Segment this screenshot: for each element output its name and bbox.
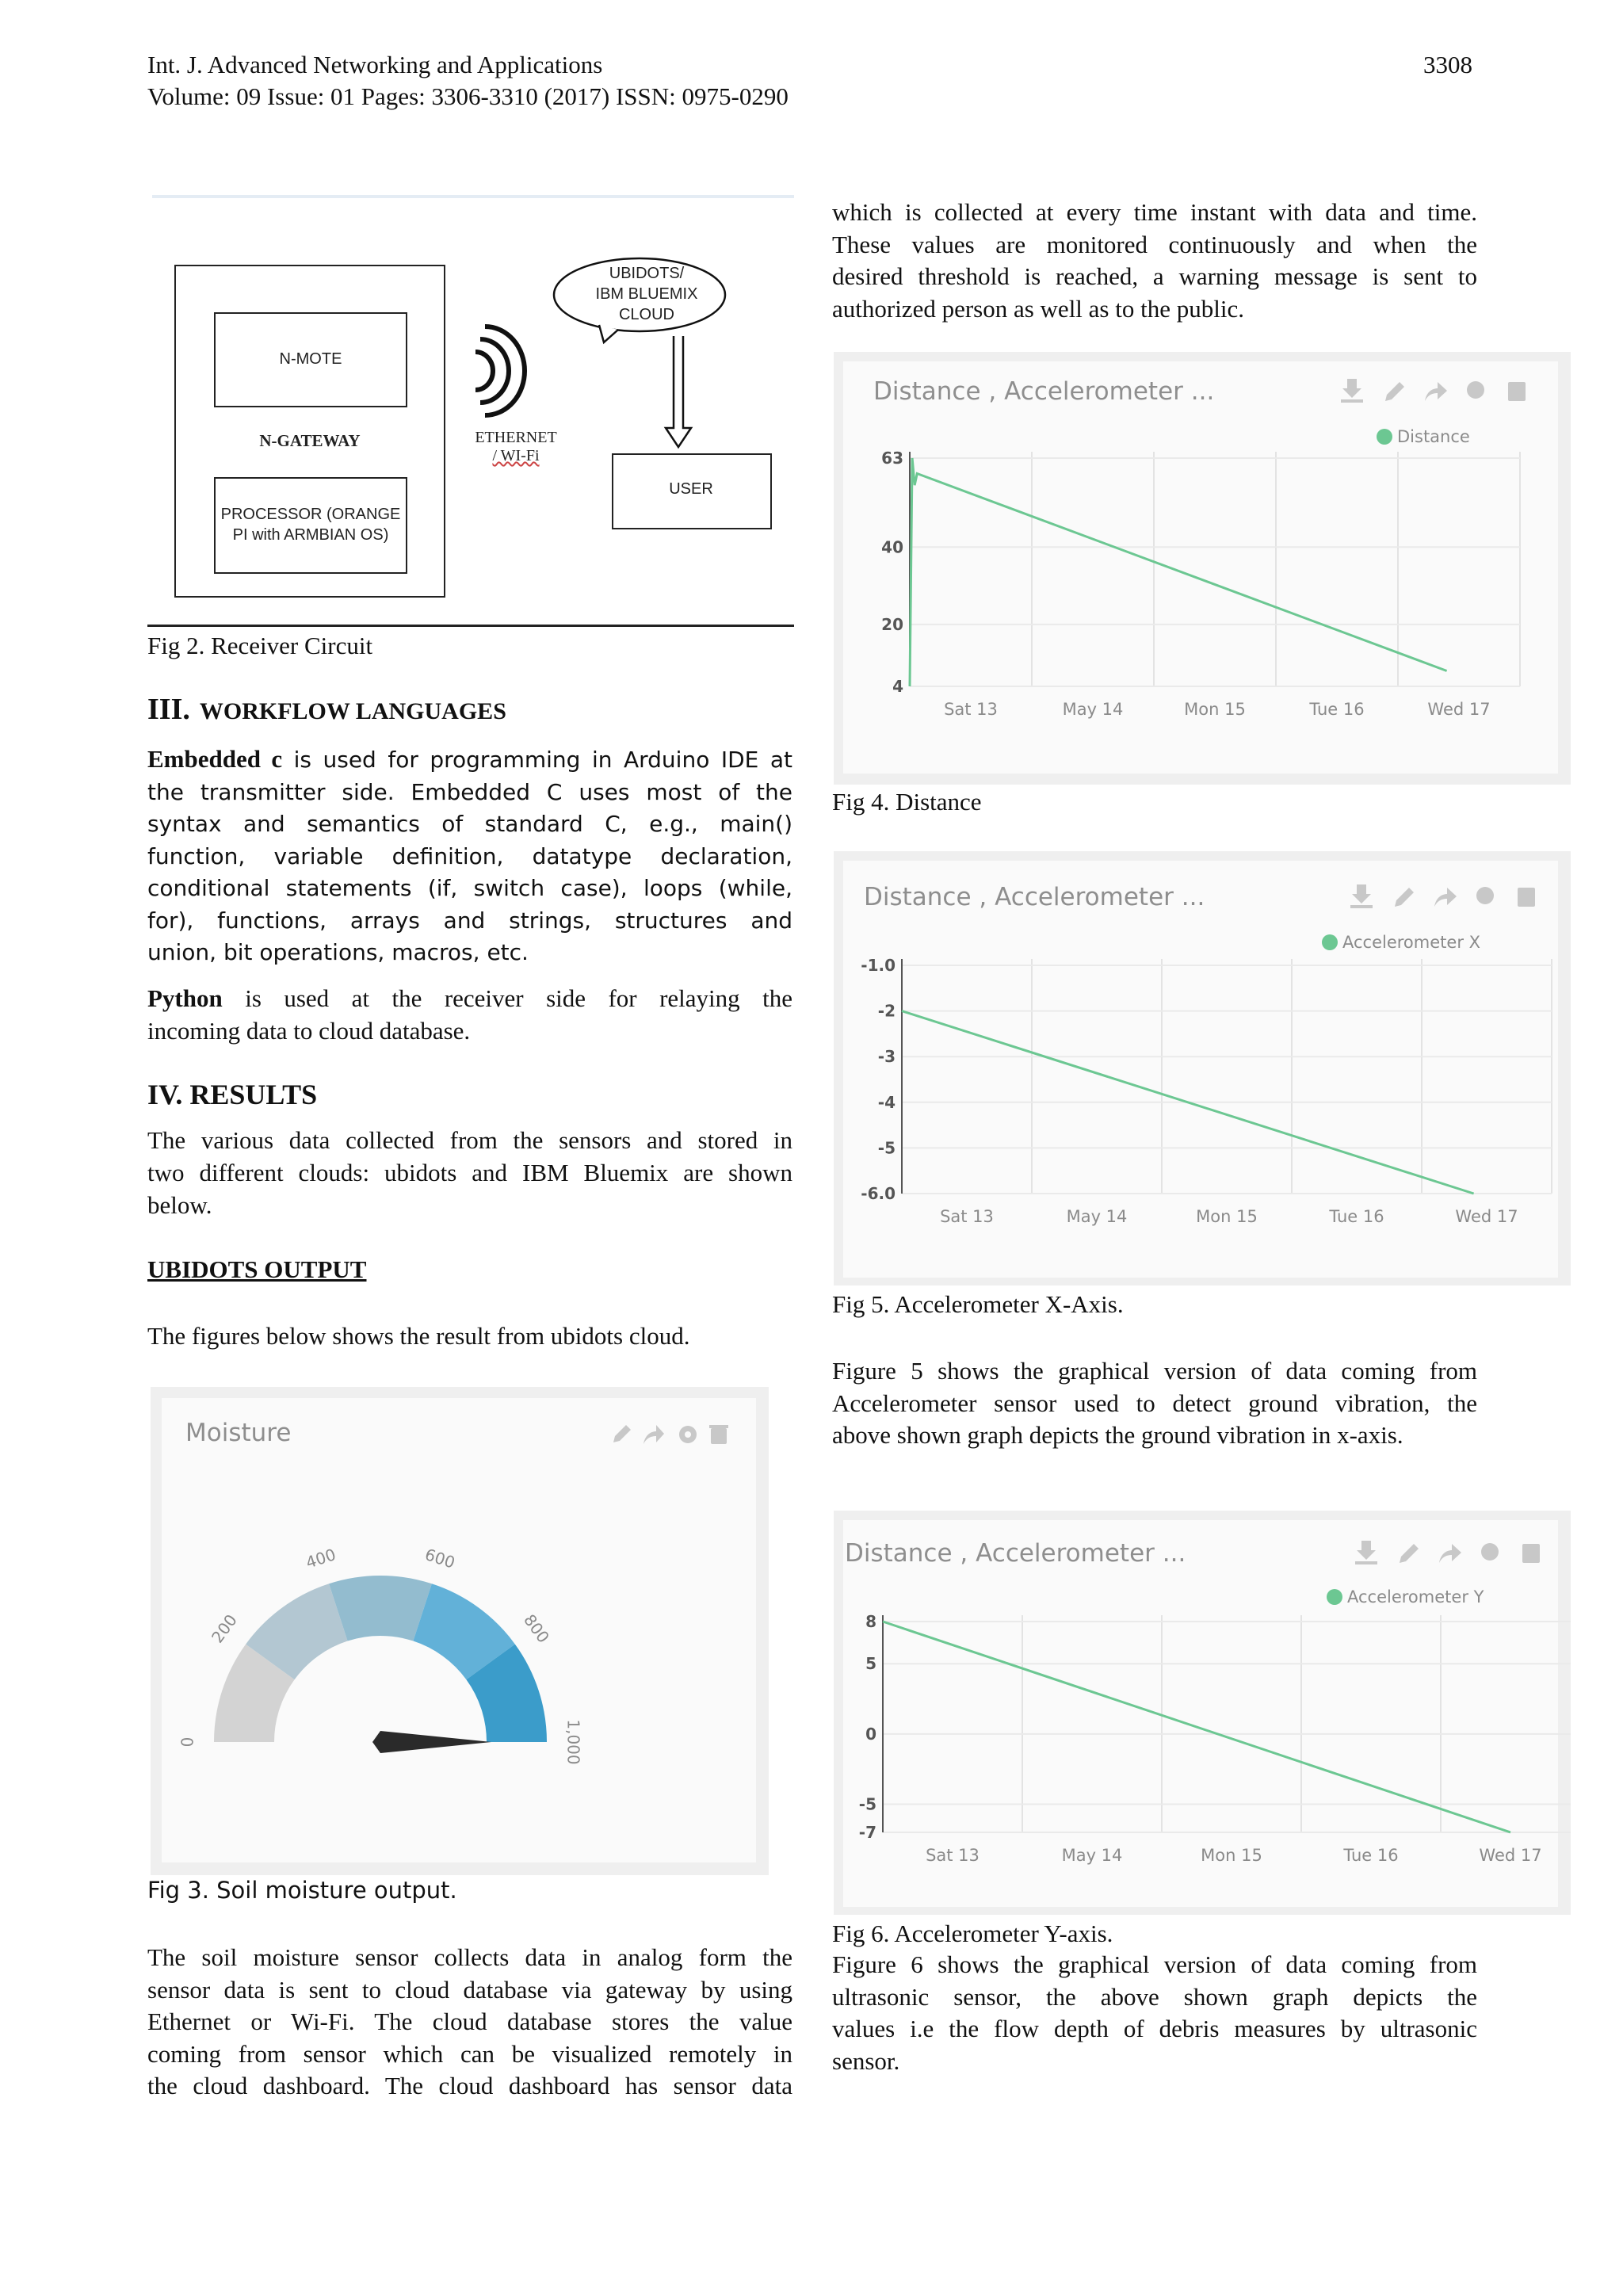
legend-marker [1327, 1589, 1342, 1605]
right-intro-line1: which is collected at every time instant with data and time. [832, 198, 1477, 226]
legend-label: Distance [1397, 427, 1470, 446]
gauge-tick-label: 1,000 [563, 1719, 583, 1765]
series-line [910, 458, 1447, 686]
x-tick-label: Mon 15 [1184, 700, 1246, 719]
x-tick-label: May 14 [1062, 700, 1124, 719]
legend-label: Accelerometer Y [1347, 1587, 1484, 1606]
accel-y-chart [834, 1511, 1571, 1915]
fig6-desc-line1: Figure 6 shows the graphical version of data coming from [832, 1950, 1477, 1978]
y-tick-label: 0 [865, 1724, 876, 1744]
nmote-label: N-MOTE [279, 350, 342, 368]
chart-title: Distance , Accelerometer ... [845, 1539, 1186, 1568]
x-tick-label: Tue 16 [1309, 700, 1365, 719]
processor-box [214, 477, 407, 574]
right-intro-line3: desired threshold is reached, a warning message is sent to [832, 262, 1477, 290]
fig6-desc-line2: ultrasonic sensor, the above shown graph depicts the [832, 1982, 1477, 2011]
down-arrow-icon [663, 334, 694, 450]
gauge-tick-label: 600 [422, 1545, 458, 1572]
moisture-line2: sensor data is sent to cloud database via gateway by using [147, 1975, 792, 2004]
section4-heading: IV. RESULTS [147, 1079, 318, 1110]
x-tick-label: Wed 17 [1427, 700, 1491, 719]
legend-marker [1322, 934, 1338, 950]
p2-line1: is used at the receiver side for relaying the [222, 984, 792, 1012]
processor-label-1: PROCESSOR (ORANGE [220, 506, 401, 523]
trash-icon [1508, 382, 1526, 401]
embedded-c-paragraph [147, 743, 792, 969]
fig2-caption: Fig 2. Receiver Circuit [147, 632, 373, 659]
y-tick-label: 5 [865, 1654, 876, 1674]
moisture-line1: The soil moisture sensor collects data in analog form the [147, 1943, 792, 1971]
trash-icon [1522, 1544, 1540, 1563]
moisture-title: Moisture [185, 1419, 292, 1447]
ubidots-intro: The figures below shows the result from ubidots cloud. [147, 1322, 690, 1350]
p1-line3: syntax and semantics of standard C, e.g., main() [147, 811, 792, 837]
p1-line1: is used for programming in Arduino IDE at [282, 747, 792, 773]
chart-title: Distance , Accelerometer ... [873, 377, 1215, 406]
moisture-line4: coming from sensor which can be visualized remotely in [147, 2039, 792, 2068]
y-tick-label: 20 [881, 614, 903, 634]
download-icon [1355, 1541, 1377, 1564]
right-intro-paragraph [832, 197, 1477, 325]
y-tick-label: -5 [877, 1138, 896, 1158]
share-icon [1425, 382, 1447, 401]
chart-title: Distance , Accelerometer ... [864, 883, 1205, 911]
y-tick-label: -4 [877, 1092, 896, 1112]
figure-bottom-rule [147, 625, 794, 627]
gear-icon [1481, 1543, 1499, 1561]
accel-x-chart [834, 851, 1571, 1286]
p1-line4: function, variable definition, datatype declaration, [147, 842, 792, 869]
results-paragraph [147, 1124, 792, 1221]
pencil-icon [1400, 1544, 1419, 1563]
gear-icon [1476, 887, 1494, 904]
p1-line5: conditional statements (if, switch case), loops (while, [147, 875, 792, 901]
x-tick-label: Wed 17 [1479, 1846, 1542, 1865]
cloud-label-1: UBIDOTS/ [609, 265, 685, 282]
right-intro-line2: These values are monitored continuously and when the [832, 230, 1477, 258]
results-line2: two different clouds: ubidots and IBM Bluemix are shown [147, 1159, 792, 1186]
fig5-desc-line1: Figure 5 shows the graphical version of data coming from [832, 1357, 1477, 1385]
p1-line6: for), functions, arrays and strings, structures and [147, 907, 792, 934]
y-tick-label: 40 [881, 537, 903, 557]
receiver-circuit-diagram [147, 198, 794, 626]
x-tick-label: Tue 16 [1329, 1207, 1384, 1226]
y-tick-label: -7 [858, 1823, 876, 1842]
p1-line7: union, bit operations, macros, etc. [147, 939, 529, 965]
results-line3: below. [147, 1191, 212, 1219]
ubidots-subheading: UBIDOTS OUTPUT [147, 1255, 367, 1283]
processor-label-2: PI with ARMBIAN OS) [232, 526, 389, 544]
moisture-line5: the cloud dashboard. The cloud dashboard has sensor data [147, 2072, 792, 2099]
fig3-caption: Fig 3. Soil moisture output. [147, 1877, 457, 1904]
fig5-desc-line3: above shown graph depicts the ground vibration in x-axis. [832, 1421, 1403, 1449]
moisture-line3: Ethernet or Wi-Fi. The cloud database stores the value [147, 2008, 792, 2035]
x-tick-label: Mon 15 [1201, 1846, 1262, 1865]
y-tick-label: 8 [865, 1612, 876, 1631]
section3-number: III. [147, 693, 190, 726]
fig6-description [832, 1949, 1477, 2077]
right-intro-line4: authorized person as well as to the public. [832, 294, 1244, 323]
moisture-gauge [151, 1387, 769, 1875]
x-tick-label: May 14 [1066, 1207, 1128, 1226]
trash-icon [1518, 888, 1535, 907]
volume-info: Volume: 09 Issue: 01 Pages: 3306-3310 (2017) ISSN: 0975-0290 [147, 82, 789, 110]
y-tick-label: -5 [858, 1794, 876, 1814]
fig6-caption: Fig 6. Accelerometer Y-axis. [832, 1920, 1113, 1947]
gauge-tick-label: 800 [520, 1610, 553, 1647]
legend-marker [1377, 429, 1392, 445]
gauge-needle [372, 1731, 491, 1753]
ethernet-label-2: / WI-Fi [492, 447, 540, 464]
fig4-caption: Fig 4. Distance [832, 788, 982, 816]
x-tick-label: Sat 13 [944, 700, 998, 719]
gauge-tick-label: 200 [208, 1610, 241, 1647]
x-tick-label: Sat 13 [926, 1846, 980, 1865]
results-line1: The various data collected from the sensors and stored in [147, 1126, 792, 1154]
journal-name: Int. J. Advanced Networking and Applications [147, 51, 603, 78]
section3-heading [147, 692, 506, 727]
x-tick-label: Wed 17 [1455, 1207, 1518, 1226]
pencil-icon [1395, 888, 1414, 907]
fig5-desc-line2: Accelerometer sensor used to detect ground vibration, the [832, 1389, 1477, 1417]
fig5-caption: Fig 5. Accelerometer X-Axis. [832, 1290, 1124, 1318]
embedded-c-bold: Embedded c [147, 745, 283, 773]
page-number: 3308 [1423, 51, 1472, 78]
pencil-icon [1385, 382, 1404, 401]
python-paragraph [147, 983, 792, 1047]
section3-title: WORKFLOW LANGUAGES [199, 698, 506, 724]
gauge-tick-label: 400 [303, 1545, 338, 1572]
x-tick-label: Tue 16 [1343, 1846, 1399, 1865]
moisture-paragraph [147, 1942, 792, 2103]
ethernet-label-1: ETHERNET [475, 429, 557, 446]
cloud-label-2: IBM BLUEMIX [595, 285, 698, 303]
y-tick-label: -2 [877, 1001, 896, 1021]
p2-line2: incoming data to cloud database. [147, 1016, 471, 1045]
gauge-tick-label: 0 [178, 1736, 197, 1748]
p1-line2: the transmitter side. Embedded C uses most of the [147, 778, 792, 805]
y-tick-label: -3 [877, 1047, 896, 1067]
fig6-desc-line4: sensor. [832, 2046, 900, 2075]
fig5-description [832, 1355, 1477, 1452]
gear-icon [1467, 381, 1484, 399]
y-tick-label: 63 [881, 449, 903, 468]
distance-chart [834, 352, 1571, 785]
user-label: USER [669, 480, 713, 498]
download-icon [1350, 884, 1373, 908]
y-tick-label: -6.0 [861, 1184, 896, 1203]
x-tick-label: Mon 15 [1196, 1207, 1258, 1226]
share-icon [1439, 1544, 1461, 1563]
legend-label: Accelerometer X [1342, 933, 1481, 952]
python-bold: Python [147, 984, 223, 1012]
y-tick-label: -1.0 [861, 956, 896, 975]
x-tick-label: Sat 13 [940, 1207, 994, 1226]
ngateway-label: N-GATEWAY [259, 431, 361, 450]
series-line [883, 1622, 1510, 1832]
y-tick-label: 4 [892, 677, 903, 696]
x-tick-label: May 14 [1061, 1846, 1123, 1865]
gauge-band [329, 1576, 432, 1641]
wifi-signal-icon [464, 309, 559, 420]
download-icon [1341, 379, 1363, 403]
fig6-desc-line3: values i.e the flow depth of debris measures by ultrasonic [832, 2015, 1477, 2042]
cloud-label-3: CLOUD [618, 306, 674, 323]
share-icon [1434, 888, 1457, 907]
